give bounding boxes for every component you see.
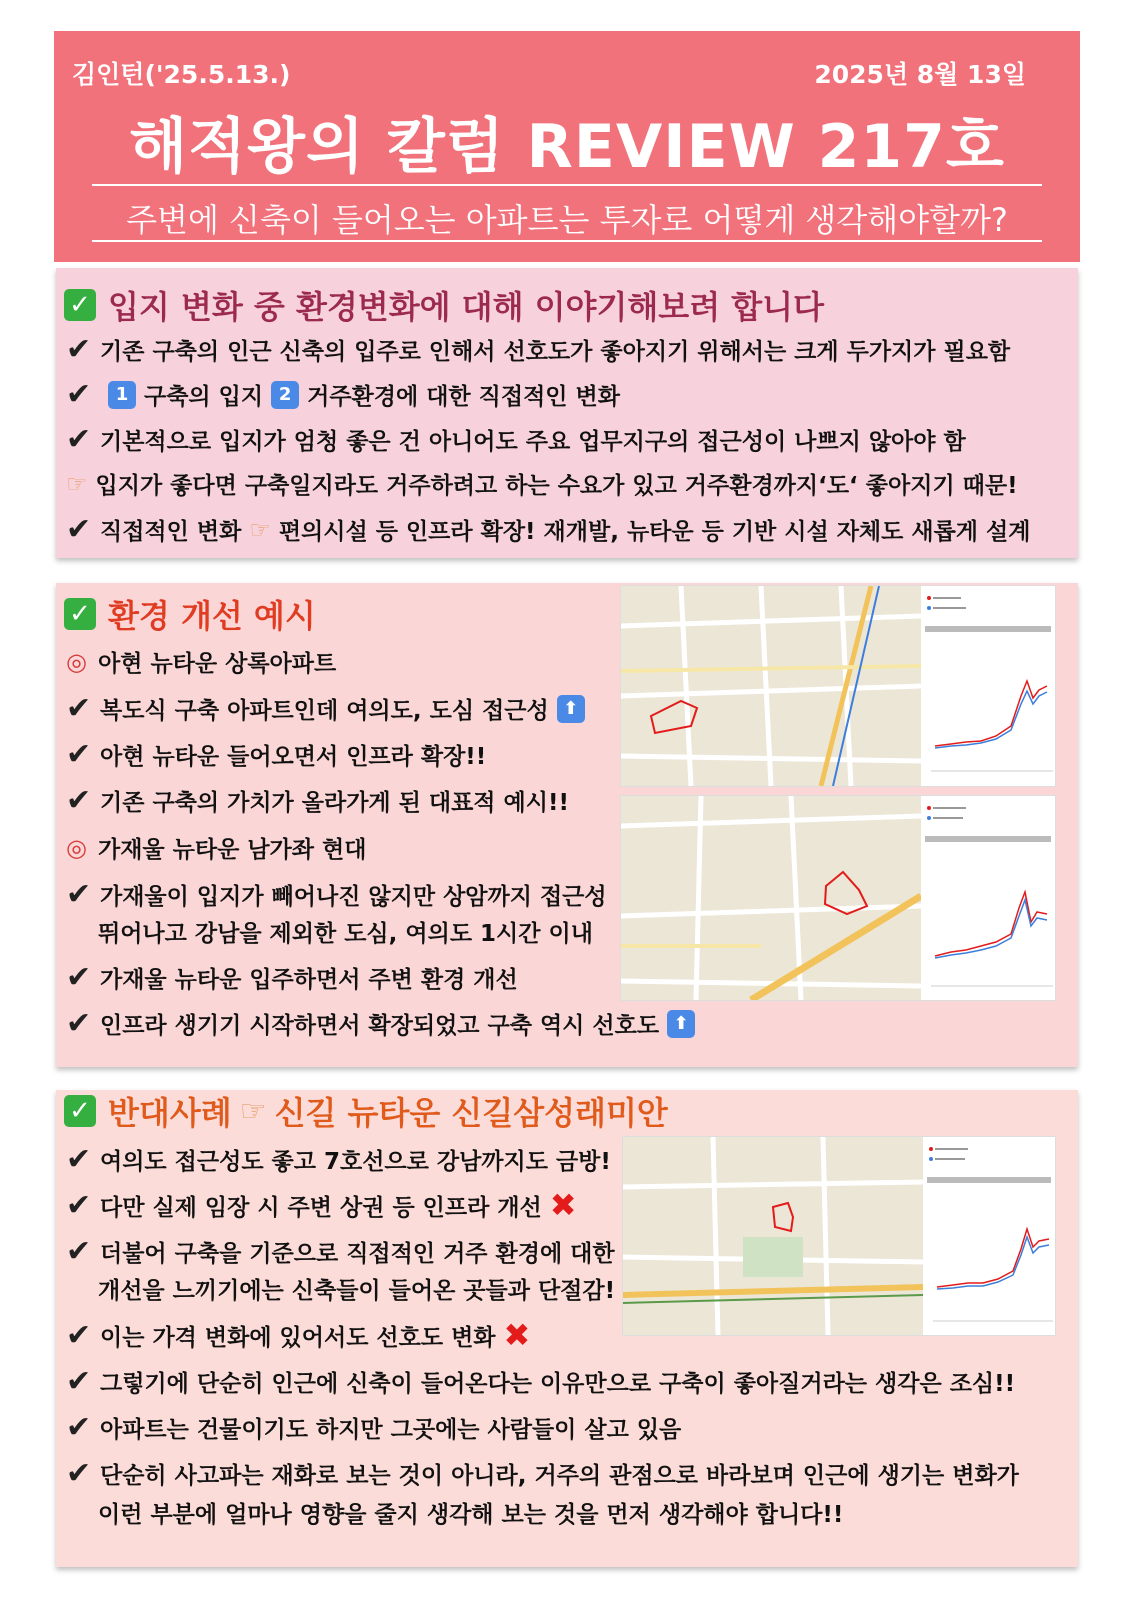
list-item-continuation: [98, 1496, 843, 1529]
list-item-text: 더불어 구축을 기준으로 직접적인 거주 환경에 대한: [100, 1241, 615, 1267]
up-arrow-icon: ⬆: [667, 1010, 695, 1038]
section-location-change: [56, 268, 1078, 558]
section1-heading: 입지 변화 중 환경변화에 대해 이야기해보려 합니다: [108, 288, 824, 326]
list-item: [66, 467, 1018, 500]
up-arrow-icon: ⬆: [557, 695, 585, 723]
list-item: [66, 1186, 577, 1224]
pointing-hand-icon: ☞: [249, 515, 271, 544]
checkmark-icon: ✔: [66, 1006, 92, 1041]
issue-date: 2025년 8월 13일: [814, 60, 1026, 89]
list-item-text: 기존 구축의 인근 신축의 입주로 인해서 선호도가 좋아지기 위해서는 크게 두가지가 필요함: [100, 339, 1011, 365]
checkmark-icon: ✔: [66, 783, 92, 818]
list-item-text: 개선을 느끼기에는 신축들이 들어온 곳들과 단절감!: [98, 1278, 616, 1304]
list-item-text: 다만 실제 임장 시 주변 상권 등 인프라 개선: [100, 1194, 542, 1221]
map-thumbnail: [621, 796, 1055, 1000]
section3-heading-b: 신길 뉴타운 신길삼성래미안: [274, 1094, 668, 1132]
section3-heading-a: 반대사례: [108, 1094, 232, 1132]
checkmark-icon: ✔: [66, 960, 92, 995]
section3-heading-row: [64, 1088, 668, 1134]
section1-heading-row: [64, 282, 824, 328]
map-chart-image-singil: [622, 1136, 1056, 1336]
list-item: [66, 645, 336, 678]
page-subtitle: 주변에 신축이 들어오는 아파트는 투자로 어떻게 생각해야할까?: [126, 201, 1008, 239]
list-item-text: 복도식 구축 아파트인데 여의도, 도심 접근성: [100, 698, 549, 724]
header-banner: [54, 31, 1080, 262]
example-title: 가재울 뉴타운 남가좌 현대: [98, 837, 367, 863]
list-item: [66, 783, 569, 818]
section-improvement-examples: [56, 583, 1078, 1067]
list-item-text: 아현 뉴타운 들어오면서 인프라 확장!!: [100, 744, 487, 770]
checkmark-icon: ✔: [66, 1410, 92, 1445]
checkmark-icon: ✔: [66, 1142, 92, 1177]
list-item-text: 입지가 좋다면 구축일지라도 거주하려고 하는 수요가 있고 거주환경까지‘도‘ 좋아지기 때문!: [95, 473, 1018, 499]
list-item-continuation: [98, 915, 593, 948]
list-item-text: 기존 구축의 가치가 올라가게 된 대표적 예시!!: [100, 790, 569, 816]
list-item: [66, 377, 620, 412]
checkmark-icon: ✔: [66, 422, 92, 457]
list-item-text: 가재울 뉴타운 입주하면서 주변 환경 개선: [100, 967, 518, 993]
pointing-hand-icon: ☞: [239, 1093, 267, 1129]
list-item: [66, 1006, 695, 1041]
checkmark-icon: ✔: [66, 1364, 92, 1399]
x-mark-icon: ✖: [549, 1186, 577, 1224]
list-item: [66, 1142, 611, 1177]
list-item: [66, 1410, 681, 1445]
list-item-text: 이는 가격 변화에 있어서도 선호도 변화: [100, 1324, 496, 1351]
checkmark-icon: ✔: [66, 1187, 92, 1223]
list-item: [66, 1364, 1015, 1399]
checkmark-icon: ✔: [66, 1456, 92, 1491]
list-item-text: 아파트는 건물이기도 하지만 그곳에는 사람들이 살고 있음: [100, 1417, 682, 1443]
checkmark-icon: ✔: [66, 737, 92, 772]
list-item-text: 뛰어나고 강남을 제외한 도심, 여의도 1시간 이내: [98, 921, 593, 947]
list-item-text: 가재울이 입지가 빼어나진 않지만 상암까지 접근성: [100, 884, 607, 910]
list-item-text: 이런 부분에 얼마나 영향을 줄지 생각해 보는 것을 먼저 생각해야 합니다!!: [98, 1502, 844, 1528]
page-title: 해적왕의 칼럼 REVIEW 217호: [129, 112, 1005, 182]
author-label: 김인턴('25.5.13.): [72, 60, 291, 89]
list-item-text: 인프라 생기기 시작하면서 확장되었고 구축 역시 선호도: [100, 1013, 660, 1039]
list-item: [66, 332, 1010, 367]
list-item-text: 그렇기에 단순히 인근에 신축이 들어온다는 이유만으로 구축이 좋아질거라는 생각은 조심!!: [100, 1371, 1016, 1397]
checkmark-icon: ✔: [66, 1234, 92, 1269]
list-item: [66, 737, 486, 772]
checkmark-icon: ✔: [66, 377, 92, 412]
list-item-text: 거주환경에 대한 직접적인 변화: [307, 384, 620, 410]
list-item: [66, 422, 966, 457]
number-2-icon: 2: [271, 381, 299, 409]
list-item-text: 구축의 입지: [144, 384, 264, 410]
list-item-continuation: [98, 1272, 615, 1305]
list-item: [66, 960, 518, 995]
list-item: [66, 831, 366, 864]
section-counter-example: [56, 1090, 1078, 1567]
number-1-icon: 1: [108, 381, 136, 409]
example-title: 아현 뉴타운 상록아파트: [98, 651, 337, 677]
checkmark-icon: ✔: [66, 332, 92, 367]
list-item-text: 직접적인 변화: [100, 519, 242, 545]
title-divider-bottom: [92, 240, 1042, 242]
checkmark-icon: ✔: [66, 691, 92, 726]
checkbox-icon: ✓: [64, 1095, 96, 1127]
checkbox-icon: ✓: [64, 598, 96, 630]
list-item-text: 여의도 접근성도 좋고 7호선으로 강남까지도 금방!: [100, 1149, 611, 1175]
list-item-text: 편의시설 등 인프라 확장! 재개발, 뉴타운 등 기반 시설 자체도 새롭게 설계: [278, 519, 1031, 545]
list-item-text: 단순히 사고파는 재화로 보는 것이 아니라, 거주의 관점으로 바라보며 인근에 생기는 변화가: [100, 1463, 1019, 1489]
list-item: [66, 1316, 530, 1354]
list-item: [66, 1234, 615, 1269]
checkmark-icon: ✔: [66, 1317, 92, 1353]
target-icon: ◎: [66, 647, 87, 676]
map-thumbnail: [621, 586, 1055, 786]
target-icon: ◎: [66, 833, 87, 862]
x-mark-icon: ✖: [503, 1316, 531, 1354]
section2-heading-row: [64, 591, 316, 637]
checkbox-icon: ✓: [64, 289, 96, 321]
map-thumbnail: [623, 1137, 1055, 1335]
list-item: [66, 512, 1030, 547]
pointing-hand-icon: ☞: [66, 469, 88, 498]
title-divider-top: [92, 184, 1042, 186]
map-chart-image-gajaeul: [620, 795, 1056, 1001]
checkmark-icon: ✔: [66, 512, 92, 547]
list-item: [66, 691, 585, 726]
map-chart-image-ahyeon: [620, 585, 1056, 787]
section2-heading: 환경 개선 예시: [108, 597, 316, 635]
list-item: [66, 877, 607, 912]
checkmark-icon: ✔: [66, 877, 92, 912]
list-item-text: 기본적으로 입지가 엄청 좋은 건 아니어도 주요 업무지구의 접근성이 나쁘지 않아야 함: [100, 429, 966, 455]
list-item: [66, 1456, 1019, 1491]
